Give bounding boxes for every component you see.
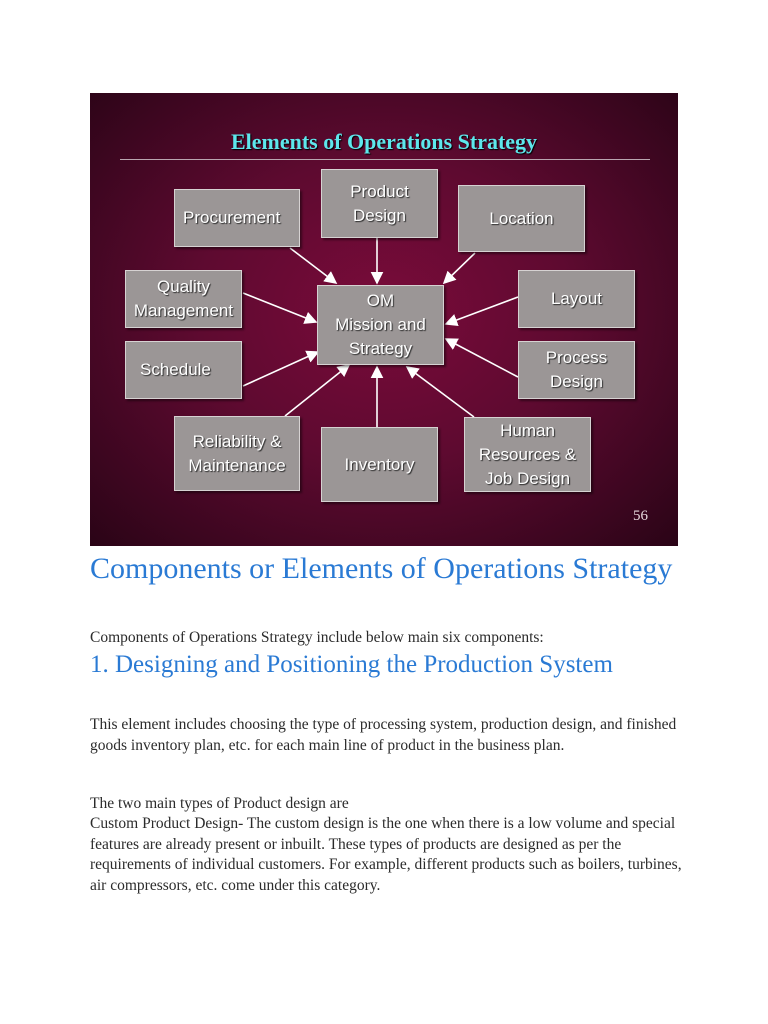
node-product-design: Product Design	[321, 169, 438, 238]
custom-product-design-paragraph: Custom Product Design- The custom design is the one when there is a low volume and special features are already present or inbuilt. These types of products are designed as per the requirements of individual customers. For example, different products such as boilers, turbines, air compressors, etc. come under this category.	[90, 815, 682, 894]
arrow-location	[444, 253, 475, 283]
slide-number: 56	[633, 508, 648, 524]
node-om-mission-strategy: OM Mission and Strategy	[317, 285, 444, 365]
arrow-process-design	[446, 339, 518, 377]
node-inventory: Inventory	[321, 427, 438, 502]
node-location: Location	[458, 185, 585, 252]
arrow-human-resources	[407, 367, 474, 417]
arrow-reliability	[285, 365, 349, 416]
arrow-quality	[243, 293, 316, 322]
slide-title: Elements of Operations Strategy	[230, 129, 538, 154]
slide-image	[90, 93, 678, 546]
node-schedule: Schedule	[125, 341, 242, 399]
node-quality-management: Quality Management	[125, 270, 242, 328]
article-intro: Components of Operations Strategy include below main six components:	[90, 629, 544, 646]
arrow-layout	[446, 297, 518, 324]
section-paragraph: This element includes choosing the type of processing system, production design, and finished goods inventory plan, etc. for each main line of product in the business plan.	[90, 716, 677, 754]
article-heading: Components or Elements of Operations Strategy	[90, 552, 673, 585]
node-process-design: Process Design	[518, 341, 635, 399]
node-layout: Layout	[518, 270, 635, 328]
arrow-procurement	[290, 248, 336, 283]
node-procurement: Procurement	[174, 189, 300, 247]
node-human-resources: Human Resources & Job Design	[464, 417, 591, 492]
section-heading: 1. Designing and Positioning the Production System	[90, 651, 613, 678]
arrow-schedule	[243, 352, 318, 386]
node-reliability-maintenance: Reliability & Maintenance	[174, 416, 300, 491]
product-design-intro: The two main types of Product design are	[90, 795, 349, 812]
